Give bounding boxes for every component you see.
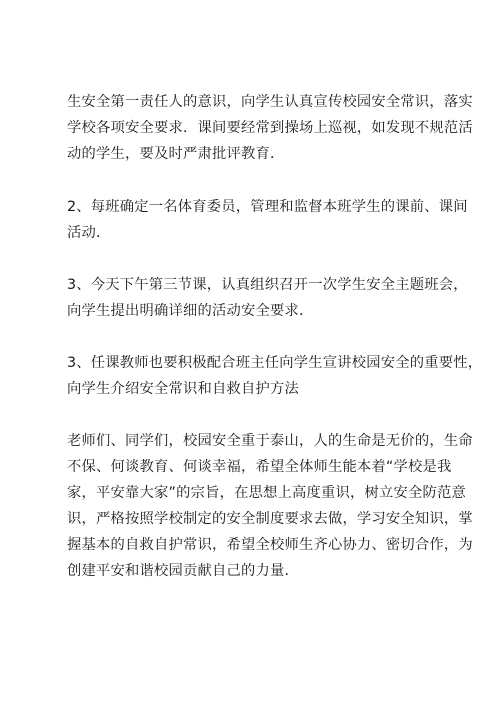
text-line: 生安全第一责任人的意识，向学生认真宣传校园安全常识，落实 — [67, 94, 473, 110]
text-line: 向学生介绍安全常识和自救自护方法 — [67, 381, 299, 397]
text-line: 3、今天下午第三节课，认真组织召开一次学生安全主题班会， — [67, 277, 468, 293]
text-line: 3、任课教师也要积极配合班主任向学生宣讲校园安全的重要性， — [67, 355, 483, 371]
text-line: 握基本的自救自护常识，希望全校师生齐心协力、密切合作，为 — [67, 537, 473, 553]
text-line: 2、每班确定一名体育委员，管理和监督本班学生的课前、课间 — [67, 199, 468, 215]
paragraph-closing-appeal — [67, 428, 473, 584]
paragraph-class-meeting — [67, 272, 468, 324]
paragraph-safety-responsibility — [67, 89, 473, 167]
text-line: 创建平安和谐校园贡献自己的力量. — [67, 563, 290, 579]
text-line: 向学生提出明确详细的活动安全要求． — [67, 303, 314, 319]
text-line: 老师们、同学们，校园安全重于泰山，人的生命是无价的，生命 — [67, 433, 473, 449]
text-line: 不保、何谈教育、何谈幸福，希望全体师生能本着“学校是我 — [67, 459, 452, 475]
text-line: 活动． — [67, 225, 111, 241]
paragraph-sports-committee — [67, 194, 468, 246]
paragraph-teacher-cooperation — [67, 350, 483, 402]
text-line: 识，严格按照学校制定的安全制度要求去做，学习安全知识，掌 — [67, 511, 473, 527]
text-line: 学校各项安全要求．课间要经常到操场上巡视，如发现不规范活 — [67, 120, 473, 136]
text-line: 动的学生，要及时严肃批评教育． — [67, 146, 285, 162]
text-line: 家，平安靠大家”的宗旨，在思想上高度重识，树立安全防范意 — [67, 485, 467, 501]
